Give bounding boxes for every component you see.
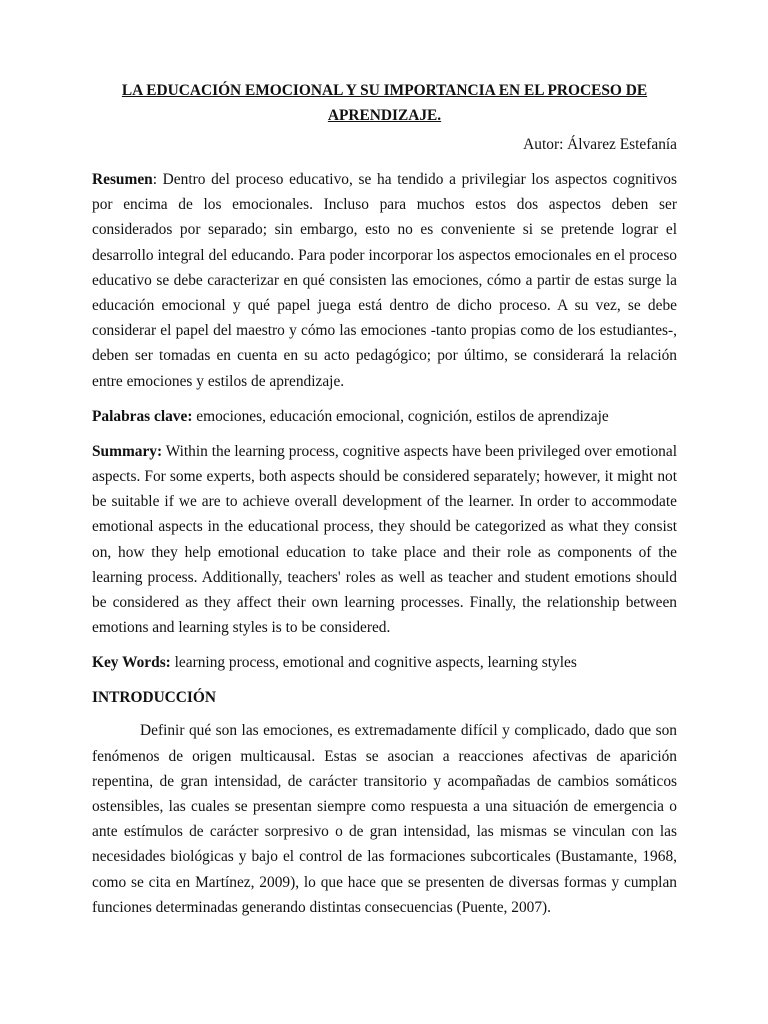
summary-text: Within the learning process, cognitive aspects have been privileged over emotional aspects. For some experts, both aspects should be considered separately; however, it might not be suitable if we are to achieve overall development of the learner. In order to accommodate emotional aspects in the educational process, they should be categorized as what they consist on, how they help emotional education to take place and their role as components of the learning process. Additionally, teachers' roles as well as teacher and student emotions should be considered as they affect their own learning processes. Finally, the relationship between emotions and learning styles is to be considered.	[92, 442, 677, 637]
document-title: LA EDUCACIÓN EMOCIONAL Y SU IMPORTANCIA EN EL PROCESO DE APRENDIZAJE.	[121, 82, 648, 124]
palabras-clave-text: emociones, educación emocional, cognición, estilos de aprendizaje	[192, 407, 609, 425]
key-words-text: learning process, emotional and cognitive aspects, learning styles	[170, 654, 577, 672]
palabras-clave-label: Palabras clave:	[92, 407, 193, 425]
author-line: Autor: Álvarez Estefanía	[523, 136, 677, 153]
section-heading-introduccion: INTRODUCCIÓN	[92, 689, 216, 707]
summary-label: Summary:	[92, 442, 163, 460]
document-page	[92, 78, 677, 920]
resumen-text: : Dentro del proceso educativo, se ha tendido a privilegiar los aspectos cognitivos por encima de los emocionales. Incluso para muchos estos dos aspectos deben ser considerados por separado; sin embargo, esto no es conveniente si se pretende lograr el desarrollo integral del educando. Para poder incorporar los aspectos emocionales en el proceso educativo se debe caracterizar en qué consisten las emociones, cómo a partir de estas surge la educación emocional y qué papel juega está dentro de dicho proceso. A su vez, se debe considerar el papel del maestro y cómo las emociones -tanto propias como de los estudiantes-, deben ser tomadas en cuenta en su acto pedagógico; por último, se considerará la relación entre emociones y estilos de aprendizaje.	[92, 171, 677, 390]
summary-paragraph	[92, 439, 677, 641]
palabras-clave-paragraph	[92, 404, 677, 429]
key-words-paragraph	[92, 650, 677, 675]
resumen-paragraph	[92, 167, 677, 394]
resumen-label: Resumen	[92, 171, 153, 188]
intro-paragraph: Definir qué son las emociones, es extremadamente difícil y complicado, dado que son fenómenos de origen multicausal. Estas se asocian a reacciones afectivas de aparición repentina, de gran intensidad, de carácter transitorio y acompañadas de cambios somáticos ostensibles, las cuales se presentan siempre como respuesta a una situación de emergencia o ante estímulos de carácter sorpresivo o de gran intensidad, las mismas se vinculan con las necesidades biológicas y bajo el control de las formaciones subcorticales (Bustamante, 1968, como se cita en Martínez, 2009), lo que hace que se presenten de diversas formas y cumplan funciones determinadas generando distintas consecuencias (Puente, 2007).	[92, 722, 677, 916]
key-words-label: Key Words:	[92, 654, 171, 672]
